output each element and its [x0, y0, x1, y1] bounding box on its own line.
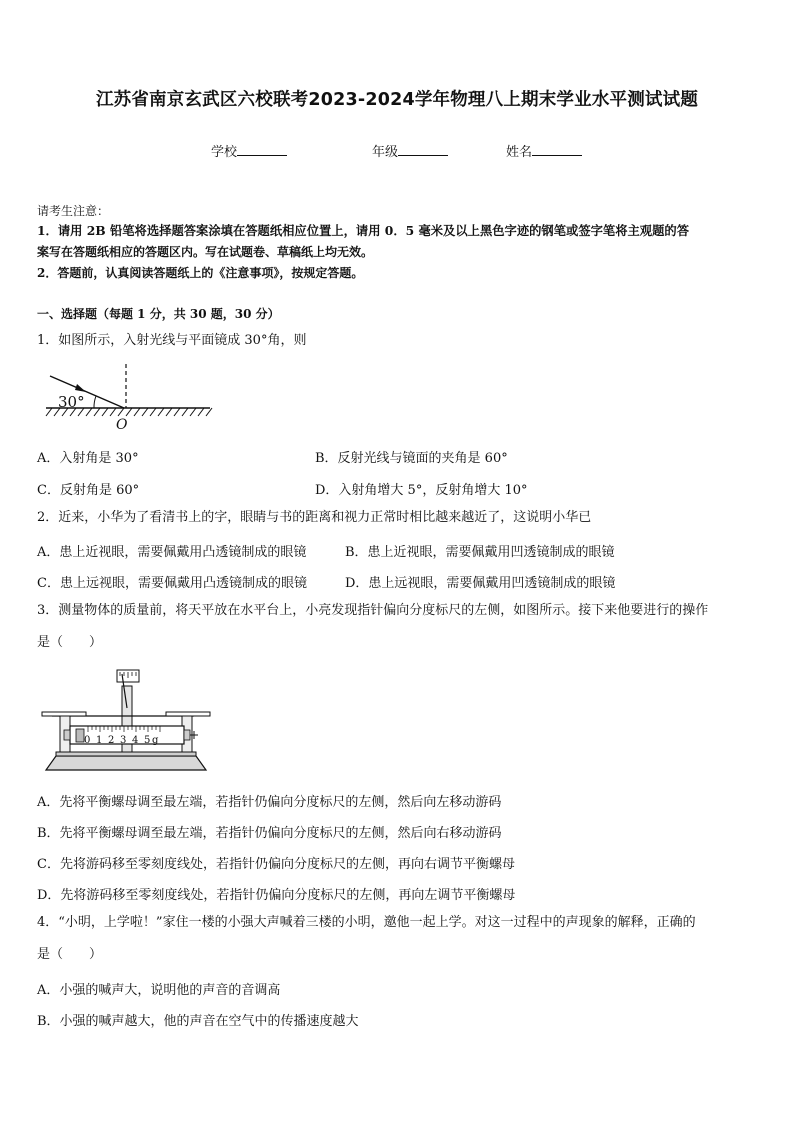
right-balance-nut[interactable]: [184, 730, 190, 740]
mirror-reflection-figure: [40, 362, 215, 432]
grade-blank[interactable]: [398, 143, 448, 156]
question-3-option-b[interactable]: B．先将平衡螺母调至最左端，若指针仍偏向分度标尺的左侧，然后向右移动游码: [37, 826, 502, 841]
question-2-option-b[interactable]: B．患上近视眼，需要佩戴用凹透镜制成的眼镜: [345, 545, 615, 560]
scale-label-5: 5: [144, 735, 151, 746]
notice-item-1-line-2: 案写在答题纸相应的答题区内。写在试题卷、草稿纸上均无效。: [37, 245, 374, 259]
notice-heading: 请考生注意：: [37, 204, 110, 218]
balance-base: [46, 756, 206, 770]
question-4-option-a[interactable]: A．小强的喊声大，说明他的声音的音调高: [37, 983, 281, 998]
notice-item-1-line-1: 1．请用 2B 铅笔将选择题答案涂填在答题纸相应位置上，请用 0．5 毫米及以上黑色字迹的钢笔或签字笔将主观题的答: [37, 223, 689, 238]
question-2-stem: 2．近来，小华为了看清书上的字，眼睛与书的距离和视力正常时相比越来越近了，这说明小华已: [37, 510, 592, 525]
section-heading: 一、选择题（每题 1 分，共 30 题，30 分）: [37, 307, 280, 321]
scale-unit-label: g: [152, 735, 159, 746]
question-1-stem: 1．如图所示，入射光线与平面镜成 30°角，则: [37, 333, 307, 348]
rider[interactable]: [76, 729, 84, 742]
scale-label-3: 3: [120, 735, 127, 746]
notice-item-2: 2．答题前，认真阅读答题纸上的《注意事项》，按规定答题。: [37, 266, 364, 280]
question-2-option-a[interactable]: A．患上近视眼，需要佩戴用凸透镜制成的眼镜: [37, 545, 307, 560]
balance-base-top: [56, 752, 196, 756]
question-3-option-d[interactable]: D．先将游码移至零刻度线处，若指针仍偏向分度标尺的左侧，再向左调节平衡螺母: [37, 888, 516, 903]
angle-arc: [94, 396, 96, 408]
name-blank[interactable]: [532, 143, 582, 156]
scale-label-4: 4: [132, 735, 139, 746]
question-1-option-c[interactable]: C．反射角是 60°: [37, 483, 140, 498]
right-pan: [166, 712, 210, 716]
scale-label-0: 0: [84, 735, 91, 746]
incident-ray-arrow: [75, 384, 86, 392]
name-label: 姓名: [506, 145, 533, 160]
question-1-option-a[interactable]: A．入射角是 30°: [37, 451, 139, 466]
point-o-label: O: [116, 417, 128, 432]
question-4-stem-line-2: 是（ ）: [37, 947, 103, 962]
school-field: [211, 141, 287, 160]
grade-label: 年级: [372, 145, 399, 160]
scale-label-1: 1: [96, 735, 103, 746]
grade-field: [372, 141, 448, 160]
question-3-stem-line-1: 3．测量物体的质量前，将天平放在水平台上，小亮发现指针偏向分度标尺的左侧，如图所示。接下来他要进行的操作: [37, 603, 709, 618]
name-field: [506, 141, 582, 160]
school-blank[interactable]: [237, 143, 287, 156]
question-1-option-b[interactable]: B．反射光线与镜面的夹角是 60°: [315, 451, 508, 466]
balance-scale-figure: [38, 664, 213, 776]
scale-label-2: 2: [108, 735, 115, 746]
question-3-option-a[interactable]: A．先将平衡螺母调至最左端，若指针仍偏向分度标尺的左侧，然后向左移动游码: [37, 795, 502, 810]
question-4-stem-line-1: 4．“小明，上学啦！”家住一楼的小强大声喊着三楼的小明，邀他一起上学。对这一过程中的声现象的解释，正确的: [37, 915, 696, 930]
question-4-option-b[interactable]: B．小强的喊声越大，他的声音在空气中的传播速度越大: [37, 1014, 359, 1029]
school-label: 学校: [211, 145, 238, 160]
left-balance-nut[interactable]: [64, 730, 70, 740]
question-2-option-d[interactable]: D．患上远视眼，需要佩戴用凹透镜制成的眼镜: [345, 576, 616, 591]
question-2-option-c[interactable]: C．患上远视眼，需要佩戴用凸透镜制成的眼镜: [37, 576, 307, 591]
question-3-option-c[interactable]: C．先将游码移至零刻度线处，若指针仍偏向分度标尺的左侧，再向右调节平衡螺母: [37, 857, 515, 872]
angle-label: 30°: [58, 393, 85, 411]
exam-title: 江苏省南京玄武区六校联考2023-2024学年物理八上期末学业水平测试试题: [95, 90, 699, 110]
question-3-stem-line-2: 是（ ）: [37, 635, 103, 650]
left-pan: [42, 712, 86, 716]
question-1-option-d[interactable]: D．入射角增大 5°，反射角增大 10°: [315, 483, 528, 498]
